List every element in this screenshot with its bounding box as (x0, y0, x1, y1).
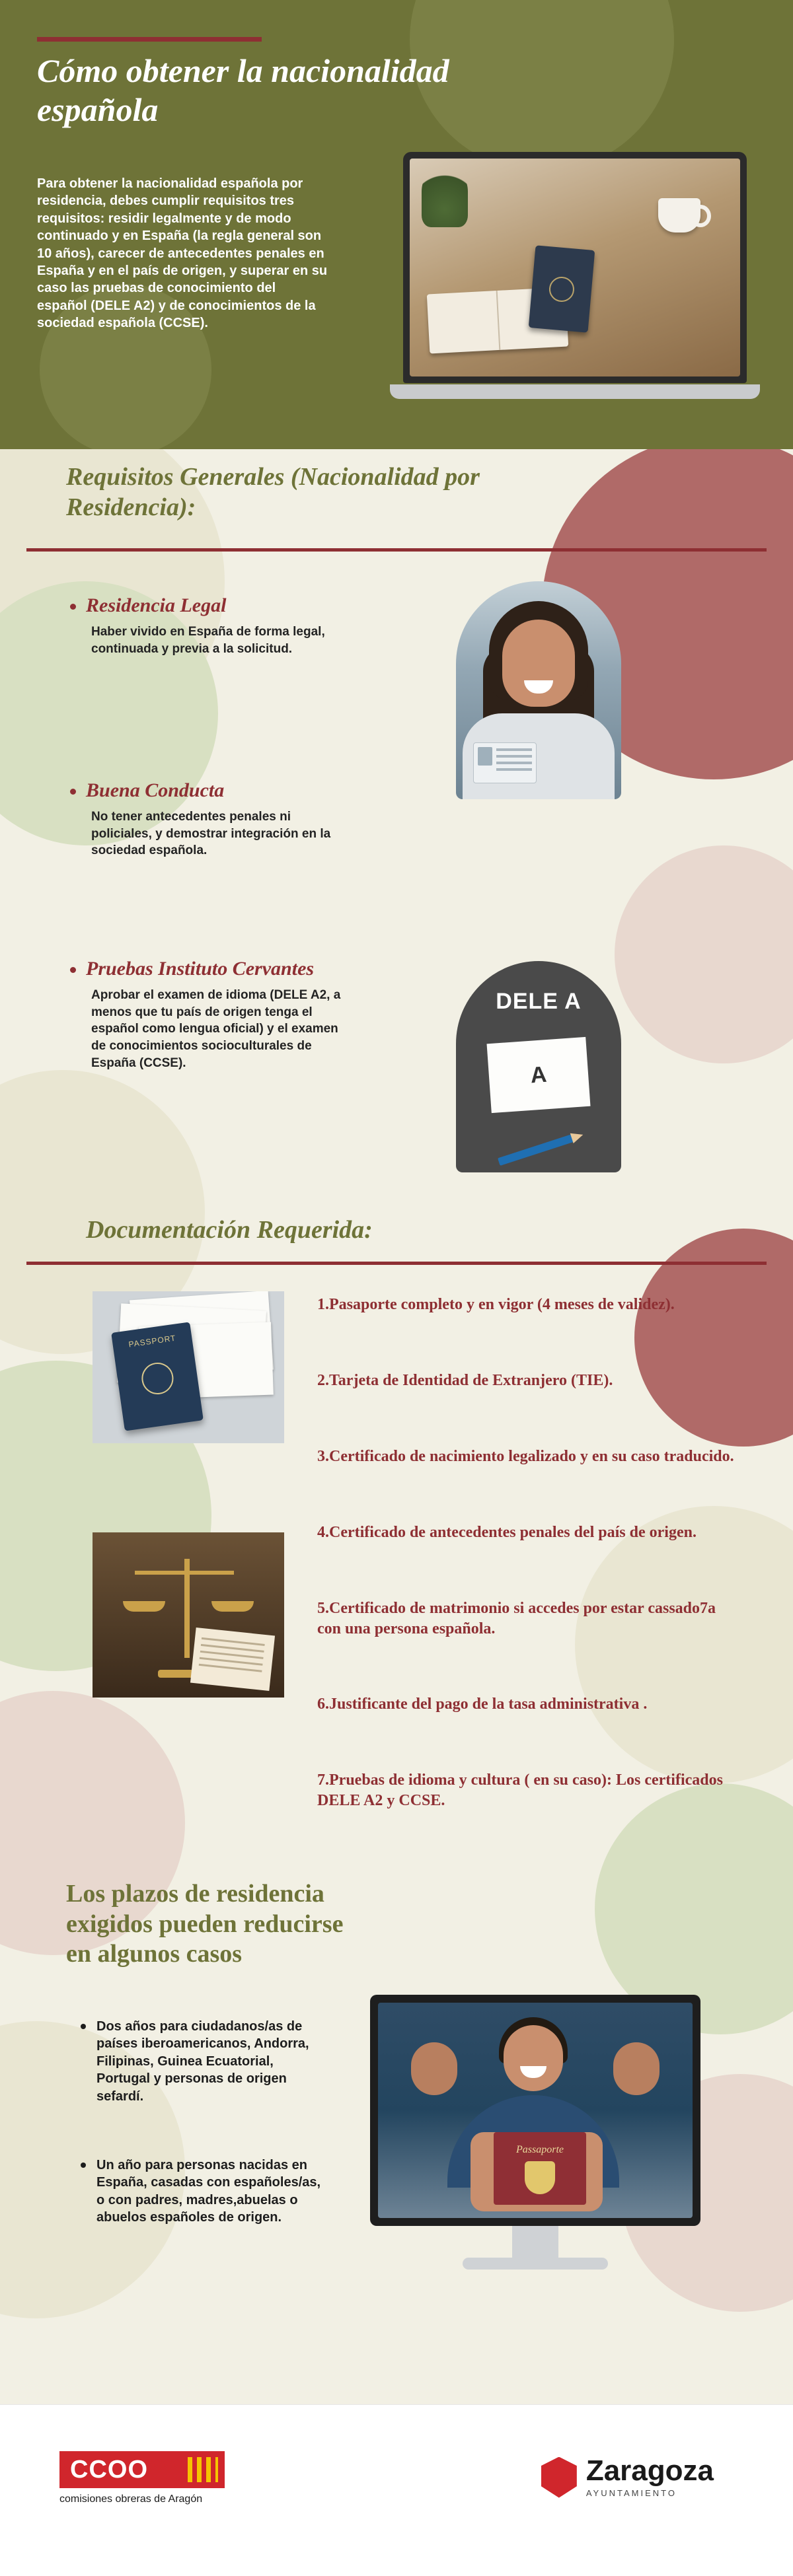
requisito-3-body: Aprobar el examen de idioma (DELE A2, a menos que tu país de origen tenga el español como lengua oficial) y el examen de conocimientos socioculturales de España (CCSE). (91, 988, 341, 1070)
zaragoza-subtitle: AYUNTAMIENTO (585, 2488, 677, 2498)
documento-item-2: 2.Tarjeta de Identidad de Extranjero (TIE). (317, 1372, 613, 1389)
documents-stack-photo (93, 1291, 284, 1443)
header-accent-rule (37, 37, 262, 42)
page-title: Cómo obtener la nacionalidad española (37, 52, 449, 128)
requisitos-section-title: Requisitos Generales (Nacionalidad por Residencia): (66, 463, 480, 521)
header-intro-text: Para obtener la nacionalidad española por residencia, debes cumplir requisitos tres requisitos: residir legalmente y de modo continuado y en España (la regla general son 10 años), carecer de antecedentes penales en España y en el país de origen, y superar en su caso las pruebas de conocimiento del español (DELE A2) y de conocimientos de la sociedad española (CCSE). (37, 176, 328, 331)
requisito-2-title: Buena Conducta (66, 779, 383, 802)
requisito-2-body: No tener antecedentes penales ni policiales, y demostrar integración en la sociedad española. (91, 810, 331, 858)
exam-paper-letter: A (529, 1061, 548, 1088)
zaragoza-wordmark (586, 2456, 714, 2498)
lion-icon (541, 2457, 577, 2498)
monitor-stand-foot (463, 2258, 608, 2270)
requisito-3-title: Pruebas Instituto Cervantes (66, 958, 383, 980)
laptop-desk-photo (390, 152, 760, 429)
person-head (504, 2025, 563, 2091)
requisitos-rule (26, 548, 767, 552)
documento-item-4: 4.Certificado de antecedentes penales del país de origen. (317, 1524, 697, 1541)
ccoo-logo (59, 2451, 258, 2505)
requisito-1-title: Residencia Legal (66, 594, 383, 617)
id-card (473, 742, 537, 783)
documento-item-5: 5.Certificado de matrimonio si accedes por estar cassado7a con una persona española. (317, 1600, 716, 1638)
documento-item-1: 1.Pasaporte completo y en vigor (4 meses de validez). (317, 1296, 675, 1313)
deco-circle-8 (575, 1506, 793, 1783)
documento-item-3: 3.Certificado de nacimiento legalizado y en su caso traducido. (317, 1448, 734, 1465)
woman-with-id-card-photo (456, 581, 621, 799)
zaragoza-text: Zaragoza (585, 2454, 714, 2487)
documento-item-7: 7.Pruebas de idioma y cultura ( en su caso): Los certificados DELE A2 y CCSE. (317, 1771, 723, 1810)
spanish-passport (494, 2132, 586, 2205)
face (502, 620, 575, 707)
aragon-flag-icon (188, 2457, 218, 2482)
plazos-title: Los plazos de residencia exigidos pueden reducirse en algunos casos (66, 1880, 344, 1968)
monitor-screen (370, 1995, 700, 2226)
ccoo-subtitle: comisiones obreras de Aragón (59, 2493, 203, 2505)
passport-booklet (111, 1322, 204, 1431)
documentacion-rule (26, 1262, 767, 1265)
monitor-stand-neck (512, 2226, 558, 2258)
passport-cover-text: Passaporte (516, 2144, 564, 2155)
laptop-desk-scene (410, 159, 740, 376)
documento-item-6: 6.Justificante del pago de la tasa administrativa . (317, 1696, 648, 1713)
laptop-base (390, 384, 760, 399)
scale-pan-right (211, 1601, 254, 1612)
requisito-item-2 (66, 779, 383, 859)
monitor-photo (370, 1995, 700, 2279)
requisito-1-body: Haber vivido en España de forma legal, continuada y previa a la solicitud. (91, 625, 325, 656)
documentacion-section-title: Documentación Requerida: (86, 1216, 373, 1244)
justice-scales-photo (93, 1532, 284, 1698)
dele-label-text: DELE A (496, 989, 582, 1014)
zaragoza-logo (541, 2456, 714, 2498)
plazo-item-2: Un año para personas nacidas en España, casadas con españoles/as, o con padres, madres,abuelas o abuelos españoles de origen. (79, 2157, 324, 2227)
exam-paper (487, 1037, 591, 1113)
monitor-scene (378, 2003, 693, 2218)
scale-pan-left (123, 1601, 165, 1612)
laptop-screen (403, 152, 747, 383)
header-banner (0, 0, 793, 449)
dele-exam-photo (456, 961, 621, 1172)
plazo-item-1: Dos años para ciudadanos/as de países iberoamericanos, Andorra, Filipinas, Guinea Ecuatorial, Portugal y personas de origen sefardí. (79, 2018, 324, 2105)
requisito-item-1 (66, 594, 383, 657)
person-left (411, 2042, 457, 2095)
coat-of-arms-icon (525, 2161, 555, 2194)
legal-document (190, 1628, 275, 1691)
requisito-item-3 (66, 958, 383, 1071)
passport-label: PASSPORT (128, 1333, 177, 1349)
person-right (613, 2042, 660, 2095)
pencil-icon (498, 1134, 574, 1166)
coffee-cup (658, 198, 700, 233)
passport-seal-icon (139, 1361, 175, 1396)
plant-decor (422, 168, 468, 227)
footer (0, 2404, 793, 2576)
ccoo-logo-text: CCOO (70, 2455, 148, 2484)
deco-circle-4 (615, 845, 793, 1063)
passport-on-desk (529, 245, 595, 332)
ccoo-logo-box (59, 2451, 225, 2488)
scale-beam (135, 1571, 234, 1575)
